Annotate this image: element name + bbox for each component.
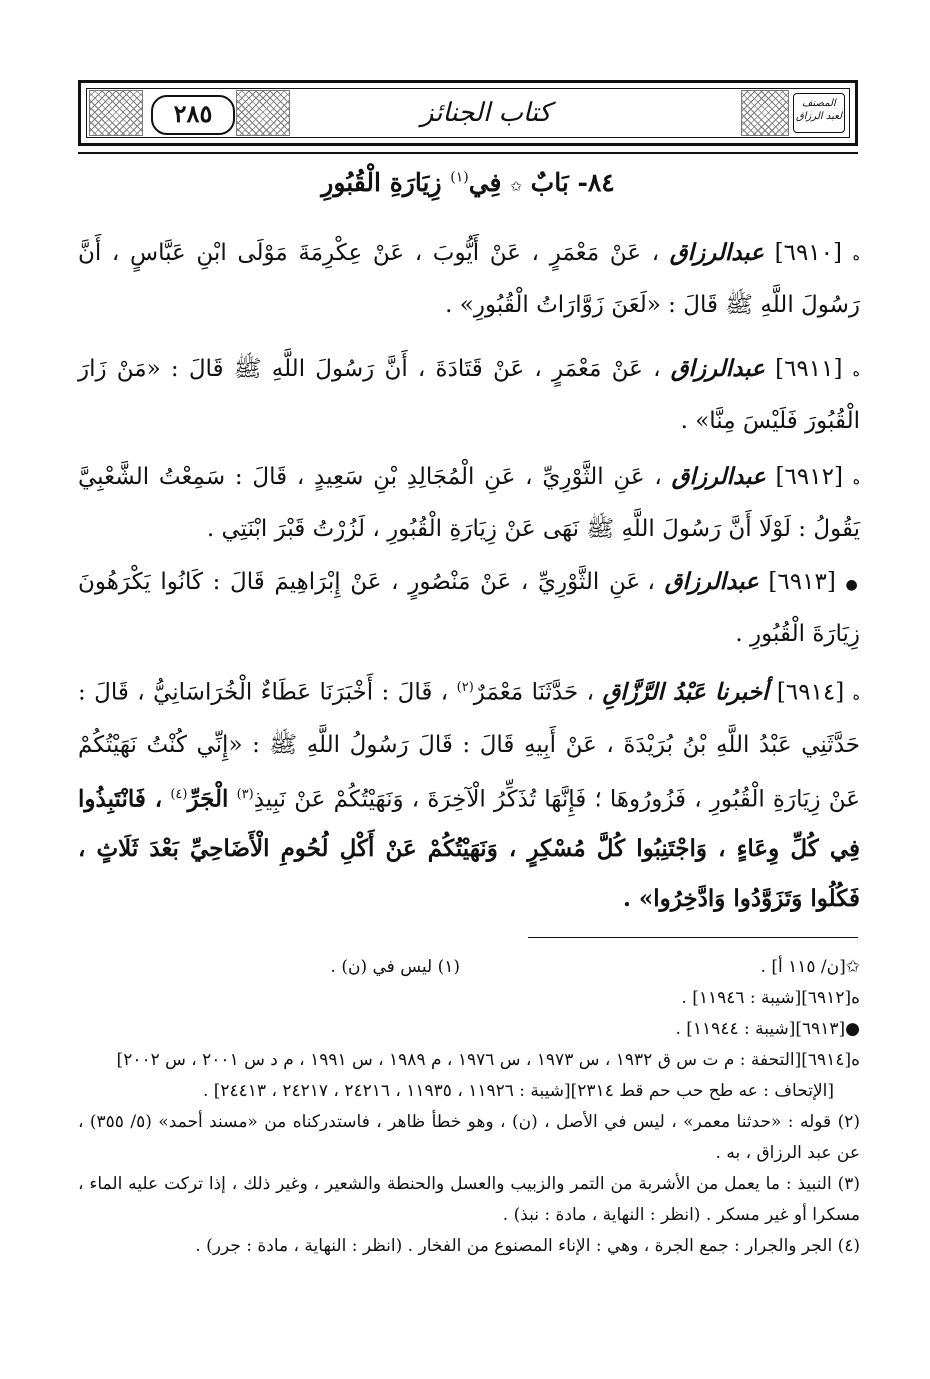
hadith-text: ، عَنْ مَعْمَرٍ ، عَنْ أَيُّوبَ ، عَنْ عِكْرِمَةَ مَوْلَى ابْنِ عَبَّاسٍ ، أَنَّ رَسُولَ اللَّهِ ﷺ قَالَ : «لَعَنَ زَوَّارَاتُ الْقُبُورِ» . (78, 240, 860, 318)
narrator-name: عبدالرزاق (671, 463, 766, 490)
narrator-name: عبدالرزاق (670, 355, 765, 382)
hadith-number: [٦٩١٠] (774, 240, 842, 266)
hadith-number: [٦٩١١] (775, 356, 843, 382)
footnote-ref: (٢) (456, 680, 474, 695)
footnote-ref: (٤) (170, 786, 188, 802)
footnote-line: (٢) قوله : «حدثنا معمر» ، ليس في الأصل ، (ن) ، وهو خطأ ظاهر ، فاستدركناه من «مسند أحمد» (٥/ ٣٥٥) ، عن عبد الرزاق ، به . (78, 1112, 860, 1163)
footnote-line: ه[٦٩١٤][التحفة : م ت س ق ١٩٣٢ ، س ١٩٧٣ ، س ١٩٧٦ ، م ١٩٨٩ ، س ١٩٩١ ، م د س ٢٠٠١ ، س ٢٠٠٢] (116, 1050, 860, 1070)
chapter-mid: فِي (468, 168, 502, 197)
footnote-top-row (78, 952, 860, 983)
star-marker: ✩ (510, 179, 522, 195)
entry-marker: ● (845, 577, 861, 593)
page-number: ٢٨٥ (151, 95, 235, 135)
chapter-subject: زِيَارَةِ الْقُبُورِ (321, 168, 442, 197)
hadith-number: [٦٩١٤] (776, 679, 845, 706)
header-rule (78, 152, 858, 154)
hadith-text-a: ، حَدَّثَنَا مَعْمَرٌ (473, 679, 595, 706)
chapter-number: ٨٤- بَابٌ (530, 168, 615, 197)
hadith-entry (78, 344, 860, 446)
page-header (78, 80, 858, 146)
footnote-ref: (١) (450, 169, 469, 186)
hadith-entry (78, 663, 860, 924)
hadith-entry (78, 557, 860, 659)
entry-marker: ه (852, 364, 861, 380)
hadith-text-b: ، قَالَ : أَخْبَرَنَا عَطَاءٌ الْخُرَاسَانِيُّ ، قَالَ : حَدَّثَنِي عَبْدُ اللَّهِ بْنُ بُرَيْدَةَ ، عَنْ أَبِيهِ قَالَ : قَالَ رَسُولُ اللَّهِ ﷺ : «إِنِّي كُنْتُ نَهَيْتُكُمْ عَنْ زِيَارَةِ الْقُبُورِ ، فَزُورُوهَا ؛ فَإِنَّهَا تُذَكِّرُ الْآخِرَةَ ، وَنَهَيْتُكُمْ عَنْ نَبِيذِ (78, 679, 860, 813)
narrator-name: عبدالرزاق (669, 239, 764, 266)
hadith-number: [٦٩١٣] (768, 569, 836, 595)
hadith-entry (78, 228, 860, 330)
hadith-entry (78, 452, 860, 554)
footnote-1: (١) ليس في (ن) . (330, 957, 460, 977)
footnote-separator (528, 937, 858, 938)
hadith-text: ، عَنِ الثَّوْرِيِّ ، عَنِ الْمُجَالِدِ بْنِ سَعِيدٍ ، قَالَ : سَمِعْتُ الشَّعْبِيَّ يَقُولُ : لَوْلَا أَنَّ رَسُولَ اللَّهِ ﷺ نَهَى عَنْ زِيَارَةِ الْقُبُورِ ، لَزُرْتُ قَبْرَ ابْنَتِي . (78, 464, 860, 542)
hadith-number: [٦٩١٢] (775, 464, 843, 490)
hadith-text-c: الْجَرِّ (187, 785, 229, 813)
footnote-star: ✩[ن/ ١١٥ أ] . (760, 957, 860, 977)
narrator-name: أخبرنا عَبْدُ الرَّزَّاقِ (602, 678, 769, 706)
entry-marker: ه (852, 687, 861, 704)
hadith-text-d: ، فَانْتَبِذُوا فِي كُلِّ وِعَاءٍ ، وَاجْتَنِبُوا كُلَّ مُسْكِرٍ ، وَنَهَيْتُكُمْ عَنْ أَكْلِ لُحُومِ الْأَضَاحِيِّ بَعْدَ ثَلَاثٍ ، فَكُلُوا وَتَزَوَّدُوا وَادَّخِرُوا» . (78, 785, 860, 913)
chapter-title (78, 168, 858, 197)
footnote-line: [الإتحاف : عه طح حب حم قط ٢٣١٤][شيبة : ١١٩٢٦ ، ١١٩٣٥ ، ٢٤٢١٦ ، ٢٤٢١٧ ، ٢٤٤١٣] . (202, 1081, 834, 1101)
footnote-line: ه[٦٩١٢][شيبة : ١١٩٤٦] . (681, 988, 860, 1008)
ornament-right-inner (741, 90, 789, 136)
footnote-line: (٤) الجر والجرار : جمع الجرة ، وهي : الإناء المصنوع من الفخار . (انظر : النهاية ، مادة : جرر) . (195, 1236, 860, 1256)
entry-marker: ه (852, 248, 860, 264)
book-title: كتاب الجنائز (420, 98, 552, 128)
footnotes (78, 952, 860, 1262)
hadith-text: ، عَنْ مَعْمَرٍ ، عَنْ قَتَادَةَ ، أَنَّ رَسُولَ اللَّهِ ﷺ قَالَ : «مَنْ زَارَ الْقُبُورَ فَلَيْسَ مِنَّا» . (78, 356, 860, 434)
footnote-ref: (٣) (236, 786, 254, 802)
ornament-left (89, 90, 143, 136)
ornament-left-inner (236, 90, 290, 136)
book-logo: المصنف لعبد الرزاق (793, 93, 845, 133)
narrator-name: عبدالرزاق (664, 568, 759, 595)
footnote-line: (٣) النبيذ : ما يعمل من الأشربة من التمر والزبيب والعسل والحنطة والشعير ، وغير ذلك ، إذا تركت عليه الماء ، مسكرا أو غير مسكر . (انظر : النهاية ، مادة : نبذ) . (78, 1174, 860, 1225)
entry-marker: ه (852, 472, 861, 488)
hadith-text: ، عَنِ الثَّوْرِيِّ ، عَنْ مَنْصُورٍ ، عَنْ إِبْرَاهِيمَ قَالَ : كَانُوا يَكْرَهُونَ زِيَارَةَ الْقُبُورِ . (78, 569, 860, 647)
footnote-line: ●[٦٩١٣][شيبة : ١١٩٤٤] . (675, 1019, 860, 1039)
